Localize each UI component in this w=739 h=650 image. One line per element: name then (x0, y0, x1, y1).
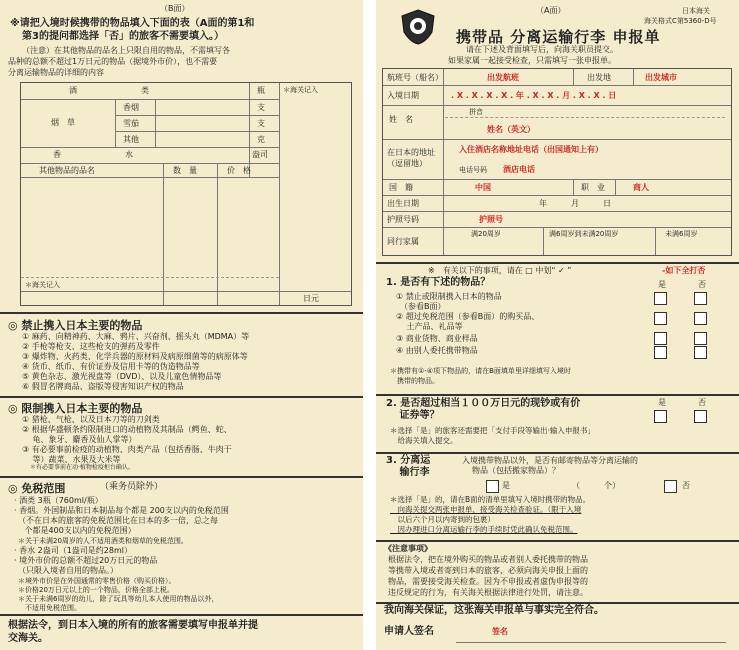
prohibited-item: ③ 爆炸物、火药类、化学兵器的原材料及病原细菌等的病原体等 (22, 352, 248, 361)
q3-no-label: 否 (682, 481, 690, 490)
q2-no-label: 否 (698, 398, 706, 407)
prohibited-title: ◎ 禁止携入日本主要的物品 (8, 319, 143, 332)
signature-label: 申请人签名 (384, 626, 434, 637)
unit-bottle: 瓶 (257, 86, 265, 95)
q3-pieces: （ 个） (572, 481, 620, 490)
q1-2-yes-checkbox[interactable] (654, 312, 667, 325)
instruction-line-1: 请在下述及背面填写后，向海关职员提交。 (466, 45, 618, 54)
entry-date-label: 入境日期 (387, 91, 419, 100)
intro-line-1: ※请把入境时候携带的物品填入下面的表（A面的第1和 (10, 18, 255, 29)
dutyfree-item: · 香水 2盎司（1盎司是约28ml） (14, 546, 133, 555)
a-side-label: （A面） (536, 6, 566, 15)
dutyfree-item: · 酒类 3瓶（760ml/瓶） (14, 496, 103, 505)
q3-yes-label: 是 (502, 481, 510, 490)
origin-value[interactable]: 出发城市 (645, 73, 677, 82)
q3-desc-1: 入境携带物品以外，是否有邮寄物品等分离运输的 (462, 456, 638, 465)
restricted-item: 等）蔬菜、水果及大米等 (22, 455, 121, 464)
family-mid: 满6周岁到未满20周岁 (549, 230, 619, 238)
dutyfree-item: · 香烟。外国制品和日本制品每个都是 200支以内的免税范围 (14, 506, 229, 515)
address-label: 在日本的地址（逗留地） (387, 148, 435, 168)
unit-pcs-1: 支 (257, 103, 265, 112)
b-side-label: （B面） (160, 4, 190, 13)
name-value[interactable]: 姓名（英文） (487, 125, 535, 134)
unit-gram: 克 (257, 135, 265, 144)
unit-oz: 盎司 (252, 150, 268, 159)
question-intro: ※ 有关以下的事项，请在 □ 中划“ ✓ ” (428, 266, 572, 275)
dutyfree-item: ＊关于未满6周岁的幼儿，除了玩具等幼儿本人使用的物品以外， (18, 595, 219, 603)
pinyin-label: 拼音 (469, 108, 483, 116)
q1-3-no-checkbox[interactable] (694, 332, 707, 345)
q3-yes-checkbox[interactable] (486, 480, 499, 493)
a-side-panel (376, 0, 739, 650)
q2-yes-label: 是 (658, 398, 666, 407)
nationality-label: 国 籍 (389, 183, 413, 192)
q2-note-2: 给海关填入提交。 (390, 436, 458, 445)
row-tobacco: 烟 草 (51, 118, 75, 127)
name-label: 姓 名 (389, 115, 413, 124)
flight-value[interactable]: 出发航班 (487, 73, 519, 82)
col-class: 酒 (69, 86, 77, 95)
phone-label: 电话号码 (459, 166, 487, 174)
q1-item: ④ 由别人委托携带物品 (396, 346, 478, 355)
notice-line: 等携带入境或者寄到日本的旅客，必须向海关申报上面的 (388, 566, 588, 575)
nationality-value[interactable]: 中国 (475, 183, 491, 192)
restricted-item: ① 猎枪、气枪、以及日本刀等的刀剑类 (22, 415, 160, 424)
q2-no-checkbox[interactable] (694, 410, 707, 423)
notice-line: 物品，需要接受海关检查。因为不申报或者虚伪申报等的 (388, 577, 588, 586)
q3-title-b: 输行李 (386, 467, 430, 478)
q2-yes-checkbox[interactable] (654, 410, 667, 423)
dutyfree-item: · 境外市价的总额不超过20万日元的物品 (14, 556, 158, 565)
note-line-2: 品种的总额不超过1万日元的物品（据境外市价），也不需要 (8, 57, 218, 66)
prohibited-item: ② 手枪等枪支、这些枪支的弹药及零件 (22, 342, 160, 351)
q1-2-no-checkbox[interactable] (694, 312, 707, 325)
goods-table (20, 82, 352, 306)
guarantee-text: 我向海关保证，这张海关申报单与事实完全符合。 (384, 605, 604, 616)
japan-customs: 日本海关 (682, 7, 710, 15)
q1-note-1: ＊携带有①-④项下物品的，请在B面填单里详细填写入境时 (390, 367, 571, 375)
q3-note-4: 因办理进口分离运输行李的手续时凭此确认免税范围。 (390, 525, 578, 534)
signature-line (456, 642, 726, 643)
q2-title-2: 证券等？ (386, 410, 440, 421)
form-title: 携带品 分离运输行李 申报单 (456, 28, 661, 46)
question-hint: -如下全打否 (662, 266, 706, 275)
job-value[interactable]: 商人 (633, 183, 649, 192)
passport-value[interactable]: 护照号 (479, 215, 503, 224)
q1-note-2: 携带的物品。 (390, 377, 439, 385)
col-class-2: 类 (141, 86, 149, 95)
dutyfree-item: ＊境外市价是在外国通常的零售价格（购买价格）。 (18, 577, 176, 585)
q1-3-yes-checkbox[interactable] (654, 332, 667, 345)
intro-line-2: 第3的提问都选择「否」的旅客不需要填入。） (22, 31, 224, 42)
notice-title: 《注意事项》 (384, 544, 432, 553)
col-other-goods: 其他物品的品名 (39, 166, 95, 175)
customs-note: ＊海关记入 (25, 281, 60, 289)
dutyfree-item: ＊价格20万日元以上的一个物品，价格全部上税。 (18, 586, 174, 594)
q3-desc-2: 物品（包括搬家物品）？ (472, 466, 560, 475)
footer-line-1: 根据法令，到日本入境的所有的旅客需要填写申报单并提 (8, 620, 258, 631)
personal-info-table (382, 68, 732, 256)
footer-line-2: 交海关。 (8, 633, 48, 644)
q3-note-3: 以后六个月以内寄到的包裹） (390, 515, 495, 524)
restricted-title: ◎ 限制携入日本主要的物品 (8, 402, 143, 415)
prohibited-item: ⑤ 黄色杂志、激光视盘等（DVD）、以及儿童色情物品等 (22, 372, 222, 381)
restricted-item: 龟、象牙、麝香及仙人掌等） (22, 435, 137, 444)
q3-note-2: 向海关提交两张申报单，接受海关检查验证。（限于入境 (390, 505, 582, 514)
note-line-3: 分离运输物品的详细的内容 (8, 68, 104, 77)
col-quantity: 数 量 (173, 166, 197, 175)
restricted-item: ② 根据华盛顿条约限制进口的动植物及其制品（鳄鱼、蛇、 (22, 425, 232, 434)
dutyfree-item: ＊关于未满20周岁的人不适用酒类和烟草的免税范围。 (18, 537, 188, 545)
b-side-panel (0, 0, 363, 650)
family-adult: 满20周岁 (471, 230, 501, 238)
q1-4-no-checkbox[interactable] (694, 346, 707, 359)
entry-date-value[interactable]: . X . X . X . X . 年 . X . X . 月 . X . X . 日 (451, 91, 617, 100)
dutyfree-title: ◎ 免税范围 (8, 482, 66, 495)
job-label: 职 业 (581, 183, 605, 192)
dutyfree-item: 不适用免税范围。 (18, 604, 81, 612)
q1-item: 土产品、礼品等 (396, 322, 463, 331)
birth-label: 出生日期 (387, 199, 419, 208)
restricted-item: ③ 有必要事前检疫的动植物、肉类产品（包括香肠、牛肉干 (22, 445, 232, 454)
q1-item: （参看B面） (396, 302, 446, 311)
unit-yen: 日元 (303, 294, 319, 303)
phone-value[interactable]: 酒店电话 (503, 165, 535, 174)
dutyfree-item: （只限入境者自用的物品。） (14, 566, 118, 575)
notice-line: 根据法令，把在境外购买的物品或者别人委托携带的物品 (388, 555, 588, 564)
q1-item: ① 禁止或限制携入日本的物品 (396, 292, 502, 301)
note-line-1: （注意）在其他物品的品名上只限自用的物品，不需填写各 (22, 46, 230, 55)
dutyfree-item: （不在日本的旅客的免税范围比在日本的多一倍，总之每 (14, 516, 218, 525)
prohibited-item: ④ 货币、纸币、有价证券及信用卡等的伪造物品等 (22, 362, 200, 371)
birth-marks: 年 月 日 (539, 199, 611, 208)
flight-label: 航班号（船名） (387, 73, 443, 82)
q1-item: ③ 商业货物、商业样品 (396, 334, 478, 343)
row-perfume: 香 (53, 150, 61, 159)
address-value[interactable]: 入住酒店名称地址电话（出国通知上有） (459, 145, 603, 154)
family-label: 同行家属 (387, 237, 419, 246)
dutyfree-item: 个都是400支以内的免税范围） (14, 526, 136, 535)
col-price: 价 格 (227, 166, 251, 175)
dutyfree-subtitle: （乘务员除外） (100, 482, 164, 492)
q2-title: 2. 是否超过相当１００万日元的现钞或有价 (386, 398, 581, 409)
notice-line: 违反规定的行为，有关海关根据法律进行处罚，请注意。 (388, 588, 588, 597)
q1-item: ② 超过免税范围（参看B面）的购买品、 (396, 312, 540, 321)
customs-emblem-icon (398, 8, 438, 46)
q1-4-yes-checkbox[interactable] (654, 346, 667, 359)
family-child: 未满6周岁 (665, 230, 698, 238)
prohibited-item: ① 麻药、向精神药、大麻、鸦片、兴奋剂、摇头丸（MDMA）等 (22, 332, 250, 341)
signature-value[interactable]: 签名 (492, 627, 508, 636)
q1-yes-label: 是 (658, 280, 666, 289)
instruction-line-2: 如果家属一起接受检查，只需填写一张申报单。 (448, 56, 616, 65)
passport-label: 护照号码 (387, 215, 419, 224)
q3-title: 3. 分离运 (386, 455, 431, 466)
q1-1-no-checkbox[interactable] (694, 292, 707, 305)
q2-note-1: ＊选择「是」的旅客还需要把「支付手段等输出·输入申报书」 (390, 426, 595, 435)
form-number: 海关格式C第5360-D号 (644, 17, 717, 25)
row-cigars: 雪茄 (123, 119, 139, 128)
q1-title: 1. 是否有下述的物品？ (386, 277, 491, 288)
prohibited-item: ⑥ 假冒名牌商品、盗版等侵害知识产权的物品 (22, 382, 184, 391)
q1-no-label: 否 (698, 280, 706, 289)
q3-note-1: ＊选择「是」的，请在B面的清单里填写入境时携带的物品。 (390, 495, 591, 504)
row-cigarettes: 香烟 (123, 103, 139, 112)
customs-mark: ＊海关记入 (283, 86, 318, 94)
origin-label: 出发地 (587, 73, 611, 82)
row-perfume-2: 水 (125, 150, 133, 159)
q1-1-yes-checkbox[interactable] (654, 292, 667, 305)
restricted-note: ＊有必要事前在动·植物检疫柜台确认。 (30, 464, 134, 471)
unit-pcs-2: 支 (257, 119, 265, 128)
q3-no-checkbox[interactable] (664, 480, 677, 493)
row-other: 其他 (123, 135, 139, 144)
